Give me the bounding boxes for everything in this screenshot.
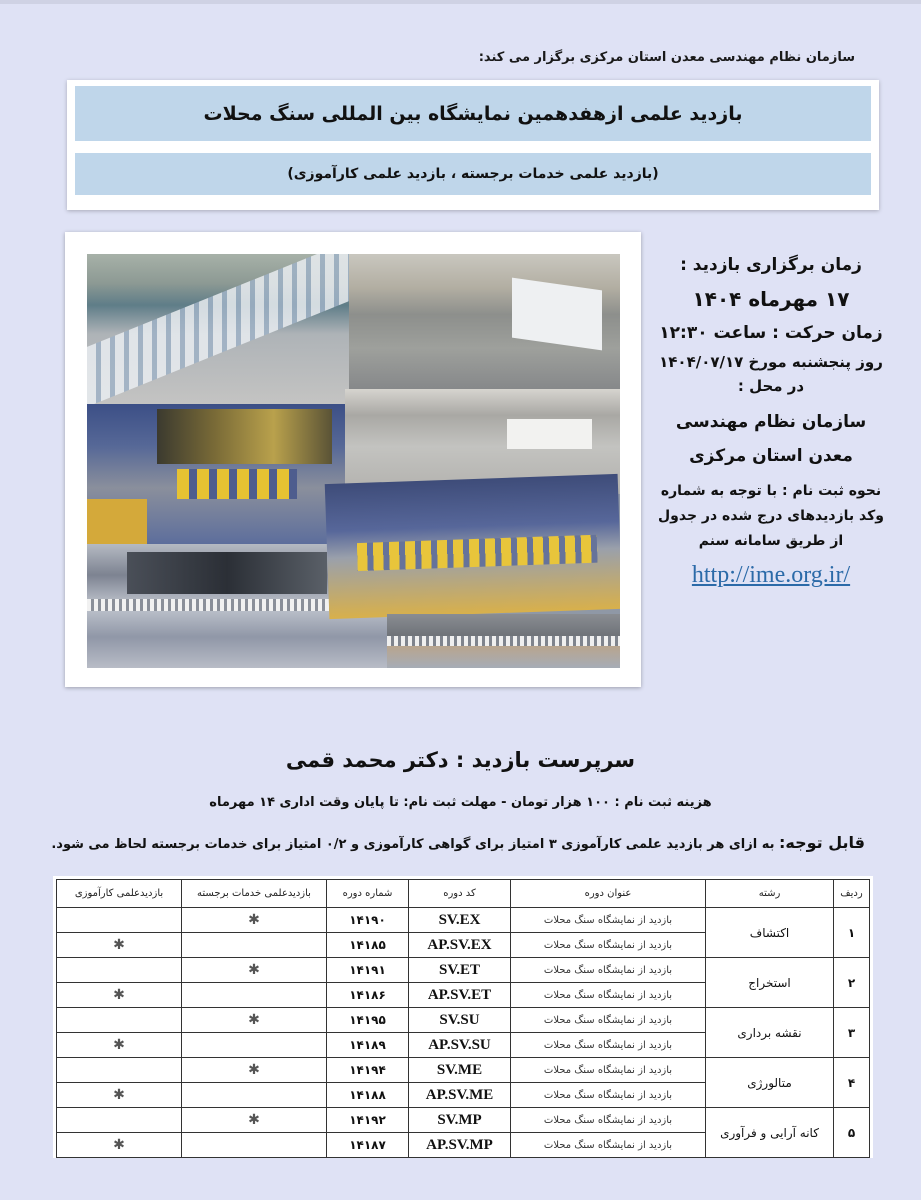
check-mark-icon: ✱ (113, 937, 125, 953)
course-code-cell: SV.EX (409, 908, 511, 933)
photo-hall-workers (349, 254, 620, 389)
course-number-cell: ۱۴۱۸۶ (327, 983, 409, 1008)
check-mark-icon: ✱ (248, 912, 260, 928)
note-label: قابل توجه: (778, 833, 865, 852)
course-code-cell: SV.SU (409, 1008, 511, 1033)
course-title-cell: بازدید از نمایشگاه سنگ محلات (511, 1133, 706, 1158)
day-date: روز پنجشنبه مورخ ۱۴۰۴/۰۷/۱۷ (659, 353, 883, 371)
course-number-cell: ۱۴۱۸۹ (327, 1033, 409, 1058)
course-code-cell: SV.MP (409, 1108, 511, 1133)
course-number-cell: ۱۴۱۸۵ (327, 933, 409, 958)
course-title-cell: بازدید از نمایشگاه سنگ محلات (511, 1033, 706, 1058)
course-number-cell: ۱۴۱۹۱ (327, 958, 409, 983)
internship-cell (57, 1058, 182, 1083)
row-number-cell: ۲ (834, 958, 870, 1008)
location: سازمان نظام مهندسی معدن استان مرکزی (675, 412, 867, 466)
table-row (57, 908, 870, 933)
course-code-cell: AP.SV.MP (409, 1133, 511, 1158)
course-number-cell: ۱۴۱۹۵ (327, 1008, 409, 1033)
outstanding-cell (182, 1058, 327, 1083)
course-code-cell: AP.SV.ME (409, 1083, 511, 1108)
header-row-number: ردیف (834, 880, 870, 908)
course-code-cell: SV.ET (409, 958, 511, 983)
course-title-cell: بازدید از نمایشگاه سنگ محلات (511, 908, 706, 933)
course-code-cell: AP.SV.SU (409, 1033, 511, 1058)
registration-info: نحوه ثبت نام : با توجه به شماره وکد بازدیدهای درج شده در جدول از طریق سامانه سنم (658, 483, 884, 549)
course-title-cell: بازدید از نمایشگاه سنگ محلات (511, 1108, 706, 1133)
field-cell: نقشه برداری (706, 1008, 834, 1058)
field-cell: اکتشاف (706, 908, 834, 958)
table-body (57, 908, 870, 1158)
table-row (57, 1058, 870, 1083)
internship-cell (57, 1108, 182, 1133)
outstanding-cell (182, 1108, 327, 1133)
photo-balustrade (325, 474, 620, 619)
internship-cell (57, 1008, 182, 1033)
course-code-cell: SV.ME (409, 1058, 511, 1083)
course-title-cell: بازدید از نمایشگاه سنگ محلات (511, 983, 706, 1008)
course-code-cell: AP.SV.EX (409, 933, 511, 958)
photo-glass-facade (87, 404, 349, 544)
supervisor: سرپرست بازدید : دکتر محمد قمی (285, 748, 636, 772)
check-mark-icon: ✱ (113, 987, 125, 1003)
course-number-cell: ۱۴۱۸۸ (327, 1083, 409, 1108)
course-title-cell: بازدید از نمایشگاه سنگ محلات (511, 1083, 706, 1108)
location-label: در محل : (737, 377, 805, 395)
visit-time-label: زمان برگزاری بازدید : (680, 255, 862, 275)
header-course-code: کد دوره (409, 880, 511, 908)
internship-cell (57, 1133, 182, 1158)
outstanding-cell (182, 958, 327, 983)
photo-steps (387, 614, 620, 668)
check-mark-icon: ✱ (113, 1037, 125, 1053)
internship-cell (57, 1083, 182, 1108)
organizer-line: سازمان نظام مهندسی معدن استان مرکزی برگزار می کند: (478, 50, 855, 65)
venue-photo-collage (87, 254, 620, 668)
course-title-cell: بازدید از نمایشگاه سنگ محلات (511, 958, 706, 983)
table-row (57, 1008, 870, 1033)
outstanding-cell (182, 908, 327, 933)
header-course-number: شماره دوره (327, 880, 409, 908)
check-mark-icon: ✱ (248, 962, 260, 978)
internship-cell (57, 983, 182, 1008)
table-header-row (57, 880, 870, 908)
field-cell: متالورژی (706, 1058, 834, 1108)
departure-time: زمان حرکت : ساعت ۱۲:۳۰ (659, 323, 883, 343)
internship-cell (57, 933, 182, 958)
header-outstanding-services: بازدیدعلمی خدمات برجسته (182, 880, 327, 908)
check-mark-icon: ✱ (248, 1062, 260, 1078)
course-number-cell: ۱۴۱۹۰ (327, 908, 409, 933)
note (51, 833, 865, 852)
registration-fee: هزینه ثبت نام : ۱۰۰ هزار تومان - مهلت ثبت نام: تا پایان وقت اداری ۱۴ مهرماه (209, 795, 712, 810)
visit-info (651, 255, 891, 589)
outstanding-cell (182, 1083, 327, 1108)
course-number-cell: ۱۴۱۸۷ (327, 1133, 409, 1158)
header-internship: بازدیدعلمی کارآموزی (57, 880, 182, 908)
page-subtitle: (بازدید علمی خدمات برجسته ، بازدید علمی کارآموزی) (75, 153, 871, 195)
note-text: به ازای هر بازدید علمی کارآموزی ۳ امتیاز برای گواهی کارآموزی و ۰/۲ امتیاز برای خدمات برجسته لحاظ می شود. (51, 837, 779, 852)
courses-table (56, 879, 870, 1158)
row-number-cell: ۴ (834, 1058, 870, 1108)
check-mark-icon: ✱ (113, 1087, 125, 1103)
title-card (67, 80, 879, 210)
page-title: بازدید علمی ازهفدهمین نمایشگاه بین المللی سنگ محلات (75, 86, 871, 141)
outstanding-cell (182, 933, 327, 958)
header-course-title: عنوان دوره (511, 880, 706, 908)
field-cell: استخراج (706, 958, 834, 1008)
internship-cell (57, 908, 182, 933)
check-mark-icon: ✱ (248, 1112, 260, 1128)
website-link[interactable]: http://ime.org.ir/ (691, 562, 851, 588)
course-code-cell: AP.SV.ET (409, 983, 511, 1008)
table-row (57, 958, 870, 983)
photo-card (65, 232, 641, 687)
internship-cell (57, 1033, 182, 1058)
check-mark-icon: ✱ (113, 1137, 125, 1153)
outstanding-cell (182, 983, 327, 1008)
outstanding-cell (182, 1033, 327, 1058)
visit-date: ۱۷ مهرماه ۱۴۰۴ (692, 287, 850, 311)
outstanding-cell (182, 1008, 327, 1033)
course-title-cell: بازدید از نمایشگاه سنگ محلات (511, 1008, 706, 1033)
check-mark-icon: ✱ (248, 1012, 260, 1028)
courses-table-wrap (53, 876, 873, 1158)
row-number-cell: ۱ (834, 908, 870, 958)
header-field: رشته (706, 880, 834, 908)
field-cell: کانه آرایی و فرآوری (706, 1108, 834, 1158)
photo-terrace (87, 254, 349, 414)
outstanding-cell (182, 1133, 327, 1158)
internship-cell (57, 958, 182, 983)
course-title-cell: بازدید از نمایشگاه سنگ محلات (511, 933, 706, 958)
course-number-cell: ۱۴۱۹۴ (327, 1058, 409, 1083)
row-number-cell: ۵ (834, 1108, 870, 1158)
row-number-cell: ۳ (834, 1008, 870, 1058)
top-edge (0, 0, 921, 4)
table-row (57, 1108, 870, 1133)
course-number-cell: ۱۴۱۹۲ (327, 1108, 409, 1133)
course-title-cell: بازدید از نمایشگاه سنگ محلات (511, 1058, 706, 1083)
